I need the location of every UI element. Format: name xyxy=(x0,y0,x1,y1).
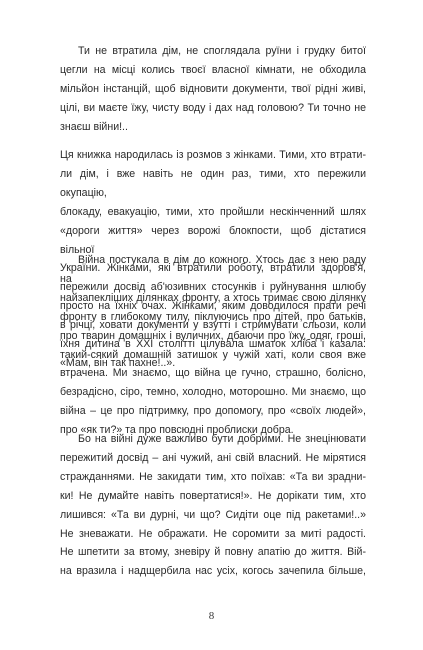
paragraph-line: пережитий досвід – ані чужий, ані свій власний. Не мірятися xyxy=(60,451,366,464)
paragraph-line: Не зневажати. Не ображати. Не соромити за миті радості. xyxy=(60,527,366,540)
paragraph-4 xyxy=(60,430,366,581)
paragraph-line: на вразила і надщербила нас усіх, когось зачепила більше, xyxy=(60,565,366,578)
paragraph-line: Війна постукала в дім до кожного. Хтось дає з нею раду на xyxy=(60,254,366,285)
paragraph-line: про тварин домашніх і вуличних, дбаючи про їжу, одяг, гроші, xyxy=(60,329,366,342)
paragraph-line: такий-сякий домашній затишок у чужій хаті, коли своя вже xyxy=(60,348,366,361)
paragraph-line: мільйон інстанцій, щоб відновити документи, твої рідні живі, xyxy=(60,82,366,95)
paragraph-line: України. Жінками, які втратили роботу, втратили здоров'я, xyxy=(60,262,366,275)
paragraph-line: ки! Не думайте навіть повертатися!». Не дорікати тим, хто xyxy=(60,489,366,502)
paragraph-line: фронту в глибокому тилу, піклуючись про дітей, про батьків, xyxy=(60,310,366,323)
paragraph-line: цілі, ви маєте їжу, чисту воду і дах над головою? Ти точно не xyxy=(60,101,366,114)
paragraph-line: їхня дитина в XXI столітті цілувала шматок хліба і казала: xyxy=(60,338,366,351)
paragraph-line: безрадісно, сіро, темно, холодно, моторошно. Ми знаємо, що xyxy=(60,386,366,399)
paragraph-line: «дороги життя» через ворожі блокпости, щоб дістатися вільної xyxy=(60,224,366,256)
paragraph-line: знаєш війни!.. xyxy=(60,120,128,133)
paragraph-line: просто на їхніх очах. Жінками, яким доводилося прати речі xyxy=(60,300,366,313)
paragraph-line: Ця книжка народилась із розмов з жінками. Тими, хто втрати- xyxy=(60,149,366,161)
paragraph-line: Не шпетити за втому, зневіру й повну апатію до життя. Вій- xyxy=(60,546,366,559)
paragraph-1 xyxy=(60,42,366,137)
paragraph-line: про «як ти?» та про повсюдні проблиски добра. xyxy=(60,424,294,437)
paragraph-line: Ти не втратила дім, не споглядала руїни і грудку битої xyxy=(78,45,366,57)
paragraph-line: пережили досвід аб'юзивних стосунків і руйнування шлюбу xyxy=(60,281,366,294)
paragraph-line: найзапекліших ділянках фронту, а хтось тримає свою ділянку xyxy=(60,291,366,304)
paragraph-3 xyxy=(60,251,366,440)
paragraph-line: цегли на місці колись твоєї власної кімнати, не обходила xyxy=(60,63,366,76)
paragraph-line: лишився: «Та ви дурні, чи що? Сидіти оце під ракетами!..» xyxy=(60,508,366,521)
page-number: 8 xyxy=(208,610,215,622)
paragraph-line: в річці, ховати документи у взутті і стримувати сльози, коли xyxy=(60,319,366,332)
paragraph-line: ли дім, і вже навіть не один раз, тими, хто пережили окупацію, xyxy=(60,167,366,199)
paragraph-line: війна – це про підтримку, про допомогу, про «своїх людей», xyxy=(60,405,366,418)
paragraph-line: «Мам, він так пахне!..». xyxy=(60,356,176,369)
paragraph-line: втрачена. Ми знаємо, що війна це гучно, страшно, болісно, xyxy=(60,367,366,380)
paragraph-line: блокаду, евакуацію, тими, хто пройшли нескінченний шлях xyxy=(60,205,366,218)
paragraph-line: Бо на війні дуже важливо бути добрими. Не знецінювати xyxy=(78,433,366,445)
paragraph-line: стражданнями. Не закидати тим, хто поїхав: «Та ви зрадни- xyxy=(60,470,366,483)
